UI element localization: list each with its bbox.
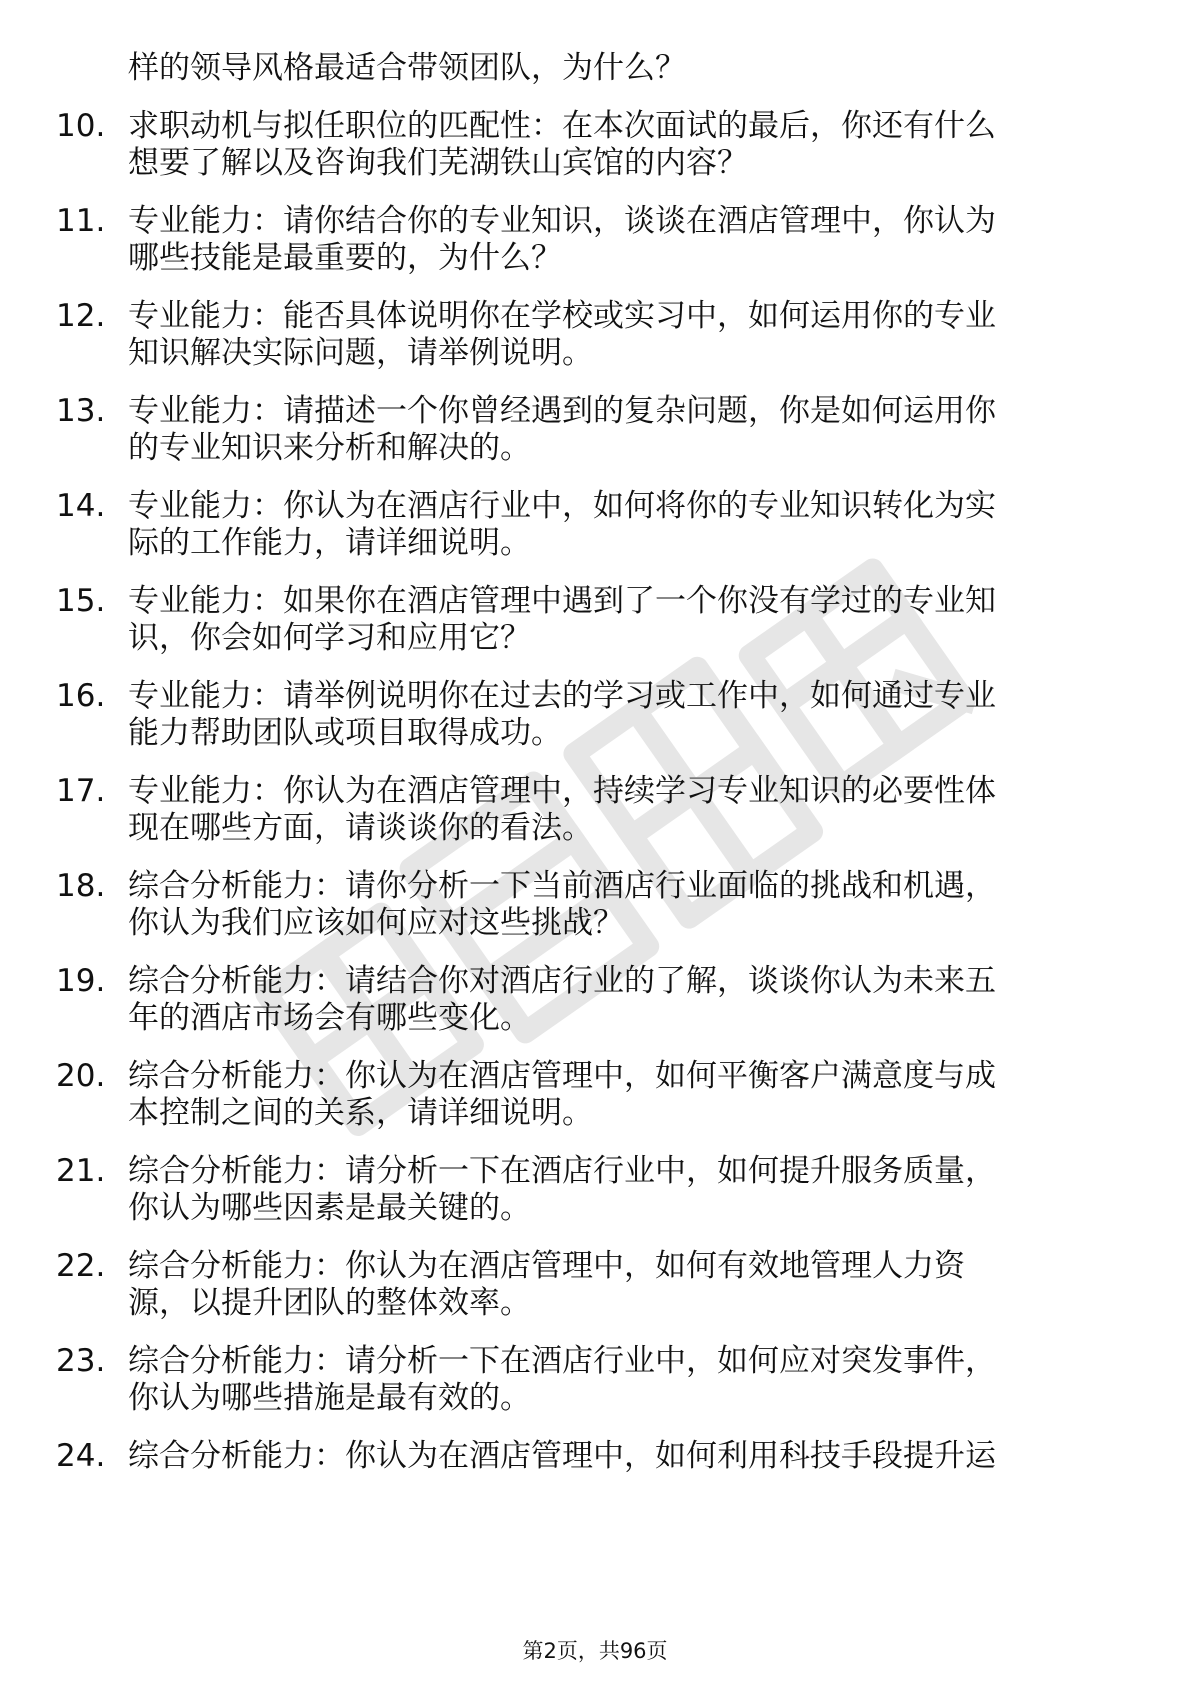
item-number: 24. bbox=[56, 1438, 106, 1474]
item-text-line2: 的专业知识来分析和解决的。 bbox=[128, 430, 531, 466]
item-text-line1: 专业能力：你认为在酒店行业中，如何将你的专业知识转化为实 bbox=[128, 488, 996, 524]
item-text-line1: 综合分析能力：你认为在酒店管理中，如何平衡客户满意度与成 bbox=[128, 1058, 996, 1094]
item-text-line2: 想要了解以及咨询我们芜湖铁山宾馆的内容？ bbox=[128, 145, 748, 181]
item-number: 19. bbox=[56, 963, 106, 999]
item-number: 17. bbox=[56, 773, 106, 809]
item-number: 15. bbox=[56, 583, 106, 619]
item-text-line1: 综合分析能力：你认为在酒店管理中，如何利用科技手段提升运 bbox=[128, 1438, 996, 1474]
item-text-line1: 专业能力：请描述一个你曾经遇到的复杂问题，你是如何运用你 bbox=[128, 393, 996, 429]
item-number: 18. bbox=[56, 868, 106, 904]
item-text-line1: 专业能力：请举例说明你在过去的学习或工作中，如何通过专业 bbox=[128, 678, 996, 714]
item-text-line1: 专业能力：如果你在酒店管理中遇到了一个你没有学过的专业知 bbox=[128, 583, 996, 619]
item-number: 10. bbox=[56, 108, 106, 144]
item-text-line1: 综合分析能力：请你分析一下当前酒店行业面临的挑战和机遇， bbox=[128, 868, 996, 904]
item-text-line2: 你认为哪些因素是最关键的。 bbox=[128, 1190, 531, 1226]
item-text-line2: 识，你会如何学习和应用它？ bbox=[128, 620, 531, 656]
item-text-line1: 综合分析能力：请分析一下在酒店行业中，如何提升服务质量， bbox=[128, 1153, 996, 1189]
item-text-line2: 本控制之间的关系，请详细说明。 bbox=[128, 1095, 593, 1131]
item-number: 22. bbox=[56, 1248, 106, 1284]
item-number: 20. bbox=[56, 1058, 106, 1094]
item-text-line2: 你认为哪些措施是最有效的。 bbox=[128, 1380, 531, 1416]
item-text-line2: 知识解决实际问题，请举例说明。 bbox=[128, 335, 593, 371]
continuation-line: 样的领导风格最适合带领团队，为什么？ bbox=[128, 50, 686, 86]
item-text-line1: 综合分析能力：请分析一下在酒店行业中，如何应对突发事件， bbox=[128, 1343, 996, 1379]
item-text-line1: 专业能力：你认为在酒店管理中，持续学习专业知识的必要性体 bbox=[128, 773, 996, 809]
item-text-line2: 际的工作能力，请详细说明。 bbox=[128, 525, 531, 561]
item-text-line1: 综合分析能力：请结合你对酒店行业的了解，谈谈你认为未来五 bbox=[128, 963, 996, 999]
item-text-line2: 能力帮助团队或项目取得成功。 bbox=[128, 715, 562, 751]
item-number: 13. bbox=[56, 393, 106, 429]
item-text-line2: 源，以提升团队的整体效率。 bbox=[128, 1285, 531, 1321]
page-footer: 第2页，共96页 bbox=[522, 1639, 668, 1663]
item-text-line2: 年的酒店市场会有哪些变化。 bbox=[128, 1000, 531, 1036]
item-text-line1: 综合分析能力：你认为在酒店管理中，如何有效地管理人力资 bbox=[128, 1248, 965, 1284]
item-number: 23. bbox=[56, 1343, 106, 1379]
item-number: 21. bbox=[56, 1153, 106, 1189]
item-text-line2: 现在哪些方面，请谈谈你的看法。 bbox=[128, 810, 593, 846]
item-number: 12. bbox=[56, 298, 106, 334]
item-text-line2: 你认为我们应该如何应对这些挑战？ bbox=[128, 905, 624, 941]
item-text-line1: 专业能力：能否具体说明你在学校或实习中，如何运用你的专业 bbox=[128, 298, 996, 334]
item-text-line1: 求职动机与拟任职位的匹配性：在本次面试的最后，你还有什么 bbox=[128, 108, 996, 144]
item-number: 14. bbox=[56, 488, 106, 524]
item-number: 16. bbox=[56, 678, 106, 714]
item-text-line1: 专业能力：请你结合你的专业知识，谈谈在酒店管理中，你认为 bbox=[128, 203, 996, 239]
item-text-line2: 哪些技能是最重要的，为什么？ bbox=[128, 240, 562, 276]
item-number: 11. bbox=[56, 203, 106, 239]
